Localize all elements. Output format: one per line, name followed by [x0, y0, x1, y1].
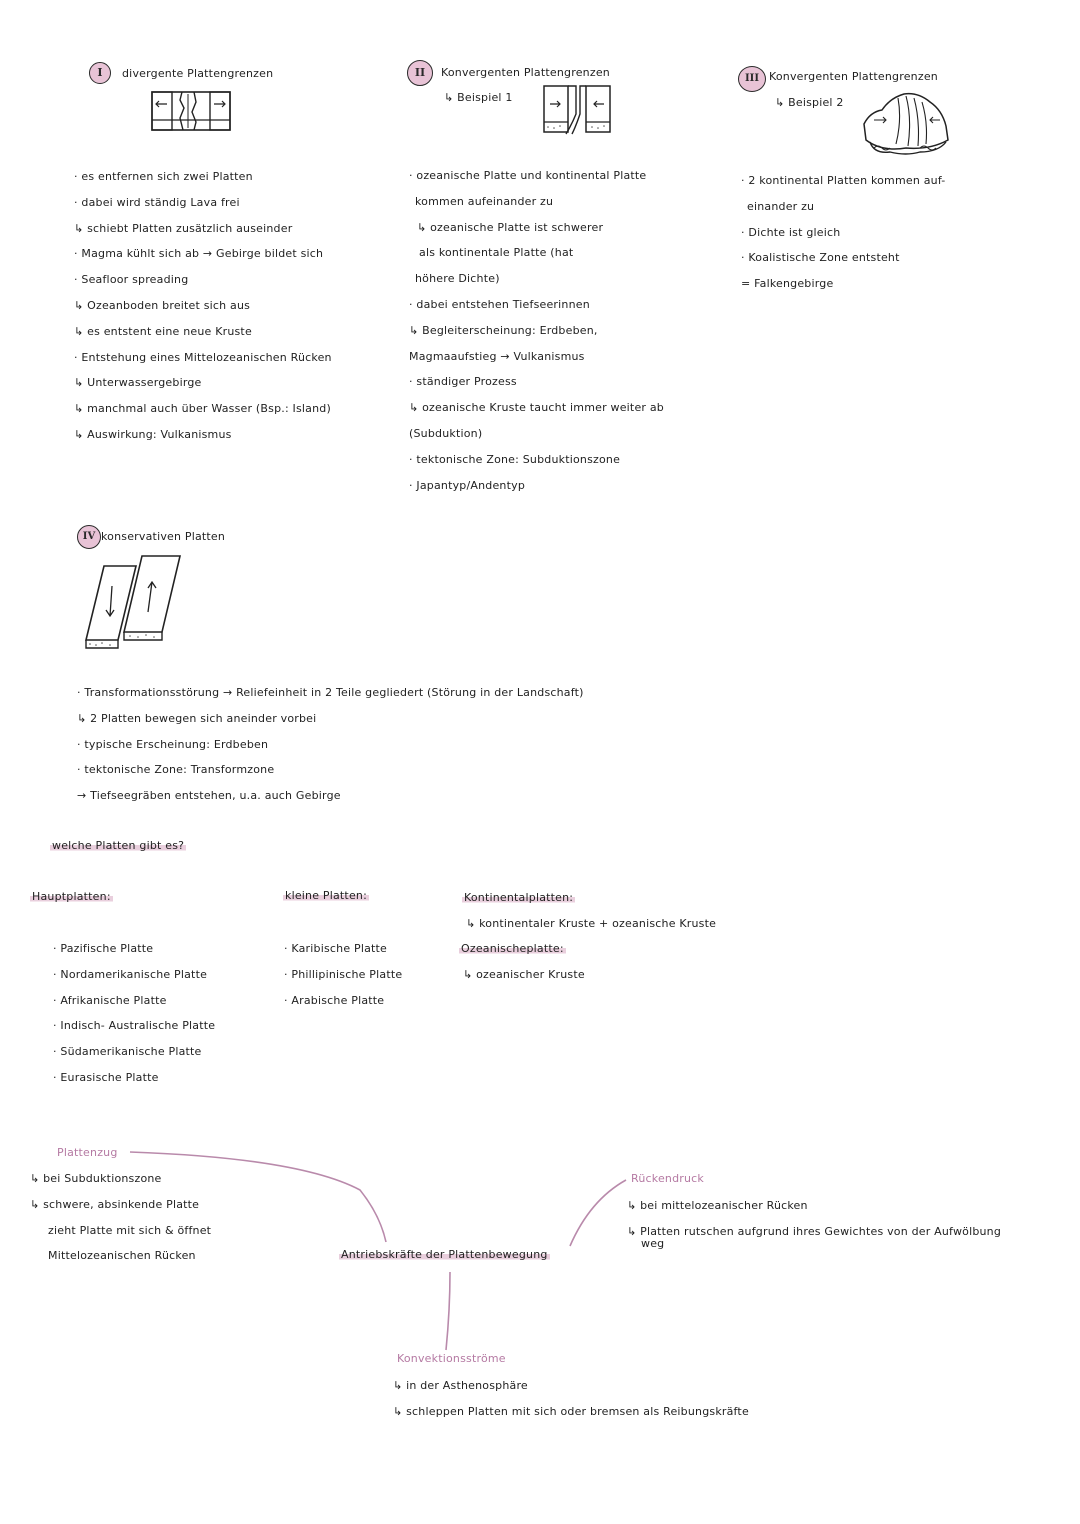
list-item: einander zu — [747, 199, 815, 213]
list-item: · Arabische Platte — [284, 993, 385, 1007]
oceanic-plate-heading: Ozeanischeplatte: — [461, 942, 564, 955]
list-item: · ozeanische Platte und kontinental Platte — [409, 169, 647, 182]
list-item: · ständiger Prozess — [409, 375, 517, 389]
section-4-title: konservativen Platten — [101, 530, 226, 543]
list-item: ↳ Begleiterscheinung: Erdbeben, — [409, 323, 598, 337]
list-item: weg — [641, 1236, 665, 1250]
list-item: · Seafloor spreading — [74, 273, 189, 287]
section-1-title: divergente Plattengrenzen — [122, 67, 274, 80]
list-item: ↳ schwere, absinkende Platte — [30, 1197, 200, 1211]
list-item: · Eurasische Platte — [53, 1070, 159, 1084]
list-item: · Pazifische Platte — [53, 942, 154, 955]
list-item: ↳ Ozeanboden breitet sich aus — [74, 298, 251, 312]
list-item: · Phillipinische Platte — [284, 967, 403, 981]
list-item: höhere Dichte) — [415, 272, 500, 286]
section-2-title: Konvergenten Plattengrenzen — [441, 66, 610, 79]
list-item: · Japantyp/Andentyp — [409, 478, 526, 492]
section-3-subtitle: ↳ Beispiel 2 — [775, 96, 844, 109]
list-item: ↳ Platten rutschen aufgrund ihres Gewichtes von der Aufwölbung — [627, 1224, 1002, 1238]
list-item: (Subduktion) — [409, 426, 483, 440]
slab-pull-notes — [30, 1166, 211, 1269]
small-plates-heading: kleine Platten: — [285, 889, 367, 902]
list-item: zieht Platte mit sich & öffnet — [48, 1223, 212, 1237]
list-item: · typische Erscheinung: Erdbeben — [77, 737, 269, 751]
section-3-title: Konvergenten Plattengrenzen — [769, 70, 938, 83]
list-item: ↳ schleppen Platten mit sich oder bremsen als Reibungskräfte — [393, 1404, 749, 1418]
list-item: ↳ bei mittelozeanischer Rücken — [627, 1199, 808, 1212]
convection-notes — [393, 1373, 749, 1425]
list-item: · Nordamerikanische Platte — [53, 967, 208, 981]
continental-plates-heading: Kontinentalplatten: — [464, 891, 574, 904]
list-item: ↳ in der Asthenosphäre — [393, 1379, 528, 1392]
list-item: Magmaaufstieg → Vulkanismus — [409, 349, 585, 363]
list-item: · Magma kühlt sich ab → Gebirge bildet sich — [74, 247, 324, 261]
list-item: → Tiefseegräben entstehen, u.a. auch Gebirge — [77, 789, 341, 803]
section-2-subtitle: ↳ Beispiel 1 — [444, 91, 513, 104]
list-item: · Südamerikanische Platte — [53, 1045, 202, 1059]
continental-plates-desc: ↳ kontinentaler Kruste + ozeanische Kruste — [466, 917, 717, 930]
list-item: · Karibische Platte — [284, 942, 388, 955]
list-item: ↳ ozeanische Platte ist schwerer — [417, 220, 604, 234]
list-item: · tektonische Zone: Transformzone — [77, 763, 275, 777]
slab-pull-heading: Plattenzug — [57, 1146, 118, 1159]
list-item: ↳ bei Subduktionszone — [30, 1172, 162, 1185]
list-item: ↳ Unterwassergebirge — [74, 376, 202, 390]
list-item: · Afrikanische Platte — [53, 993, 167, 1007]
driving-forces-center: Antriebskräfte der Plattenbewegung — [341, 1248, 548, 1261]
list-item: · Koalistische Zone entsteht — [741, 251, 900, 265]
list-item: · Transformationsstörung → Reliefeinheit in 2 Teile gegliedert (Störung in der Landschaft) — [77, 686, 584, 699]
list-item: · Entstehung eines Mittelozeanischen Rücken — [74, 350, 332, 364]
list-item: · tektonische Zone: Subduktionszone — [409, 452, 621, 466]
ridge-push-heading: Rückendruck — [631, 1172, 704, 1185]
section-1-number-badge: I — [89, 62, 111, 84]
list-item: kommen aufeinander zu — [415, 194, 554, 208]
section-3-number-badge: III — [738, 66, 766, 92]
list-item: · es entfernen sich zwei Platten — [74, 170, 253, 183]
list-item: ↳ ozeanische Kruste taucht immer weiter ab — [409, 401, 664, 415]
list-item: als kontinentale Platte (hat — [419, 246, 574, 260]
list-item: ↳ Auswirkung: Vulkanismus — [74, 427, 232, 441]
plates-question-heading: welche Platten gibt es? — [52, 839, 185, 852]
list-item: ↳ manchmal auch über Wasser (Bsp.: Island) — [74, 402, 331, 416]
list-item: ↳ es entstent eine neue Kruste — [74, 324, 252, 338]
list-item: · Dichte ist gleich — [741, 225, 841, 239]
list-item: Mittelozeanischen Rücken — [48, 1249, 196, 1263]
list-item: · Indisch- Australische Platte — [53, 1019, 216, 1033]
oceanic-plate-desc: ↳ ozeanischer Kruste — [463, 968, 585, 981]
list-item: · dabei entstehen Tiefseerinnen — [409, 297, 590, 311]
list-item: = Falkengebirge — [741, 277, 834, 291]
list-item: · 2 kontinental Platten kommen auf- — [741, 174, 946, 187]
convection-heading: Konvektionsströme — [397, 1352, 506, 1365]
list-item: · dabei wird ständig Lava frei — [74, 195, 240, 209]
section-4-number-badge: IV — [77, 525, 101, 549]
list-item: ↳ 2 Platten bewegen sich aneinder vorbei — [77, 711, 317, 725]
main-plates-heading: Hauptplatten: — [32, 890, 111, 903]
section-2-number-badge: II — [407, 60, 433, 86]
ridge-push-notes — [627, 1193, 1001, 1250]
list-item: ↳ schiebt Platten zusätzlich auseinder — [74, 221, 293, 235]
